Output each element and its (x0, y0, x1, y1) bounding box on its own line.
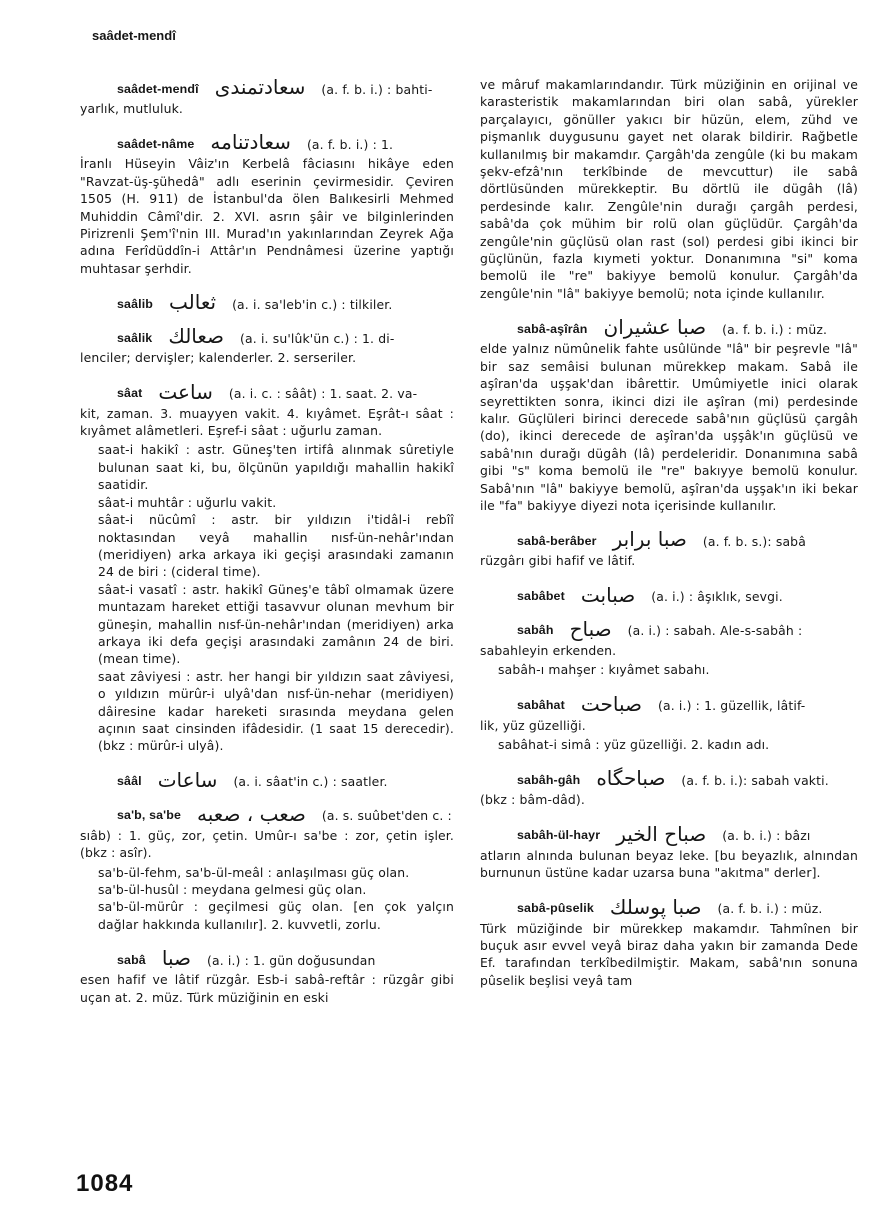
arabic-script-headword: صبا برابر (612, 527, 687, 552)
grammar-and-definition: (a. i. sâat'in c.) : saatler. (233, 774, 388, 790)
arabic-script-headword: سعادتنامه (210, 130, 291, 155)
definition-text: sabahleyin erkenden. (480, 642, 617, 658)
definition-text: sıâb) : 1. güç, zor, çetin. Umûr-ı sa'be : zor, çetin işler. (bkz : asîr). (80, 827, 454, 861)
sub-entry: saat zâviyesi : astr. her hangi bir yıldızın saat zâviyesi, o yıldızın mürûr-i ulyâ'dan nısf-ün-nehar (meridiyen) dâiresine kadar hareketi sırasında meydana gelen açının saat cinsinden ifâdesidir. (1 saat 15 derecedir). (bkz : mürûr-i ulyâ). (98, 668, 454, 754)
headword: sabâbet (517, 589, 565, 604)
grammar-and-definition: (a. f. b. s.): sabâ (702, 533, 806, 549)
sub-entry: sâat-i muhtâr : uğurlu vakit. (98, 494, 277, 510)
headword-line (80, 947, 454, 969)
grammar-and-definition: (a. f. b. i.): sabah vakti. (681, 772, 829, 788)
headword: saâlik (117, 330, 153, 345)
definition-text: lenciler; dervişler; kalenderler. 2. serseriler. (80, 350, 357, 366)
left-column (80, 76, 454, 1008)
headword: sabâ-berâber (517, 533, 597, 548)
sub-entry: sâat-i vasatî : astr. hakikî Güneş'e tâbî olmamak üzere muntazam hareket ettiği tasavvur olunan mevhum bir güneşin, mahallin nısf-ün-nehâr'ından (meridiyen) arka arkaya iki defa geçişi arasındaki zamânın 24 de biri. (mean time). (98, 581, 454, 667)
dictionary-entry (80, 947, 454, 969)
dictionary-entry (480, 316, 858, 338)
sub-entry: sa'b-ül-husûl : meydana gelmesi güç olan. (98, 882, 367, 897)
headword: sa'b, sa'be (117, 808, 182, 823)
headword-line (480, 896, 858, 918)
grammar-and-definition: (a. i.) : sabah. Ale-s-sabâh : (627, 623, 803, 639)
grammar-and-definition: (a. s. suûbet'den c. : (321, 808, 452, 824)
headword: saâlib (117, 296, 154, 311)
arabic-script-headword: صباح الخير (616, 821, 707, 846)
dictionary-entry (480, 767, 858, 789)
headword-line (480, 618, 858, 640)
headword: sabâhat (517, 698, 565, 713)
grammar-and-definition: (a. b. i.) : bâzı (722, 828, 811, 844)
headword-line (480, 823, 858, 845)
definition-text: lik, yüz güzelliği. (480, 717, 586, 733)
headword-line (80, 803, 454, 825)
headword: saâdet-mendî (117, 81, 199, 96)
arabic-script-headword: صعالك (168, 324, 225, 349)
sub-entry: sa'b-ül-fehm, sa'b-ül-meâl : anlaşılması güç olan. (98, 864, 410, 880)
sub-entry: sabâh-ı mahşer : kıyâmet sabahı. (498, 662, 710, 678)
arabic-script-headword: ثعالب (169, 290, 217, 315)
dictionary-entry (480, 896, 858, 918)
arabic-script-headword: ساعات (157, 767, 218, 792)
arabic-script-headword: ساعت (158, 379, 213, 404)
dictionary-entry (80, 76, 454, 98)
arabic-script-headword: سعادتمندى (214, 75, 306, 99)
page-number: 1084 (76, 1170, 134, 1197)
definition-text: (bkz : bâm-dâd). (480, 792, 585, 808)
dictionary-entry (80, 769, 454, 791)
arabic-script-headword: صباحگاه (596, 766, 666, 791)
definition-text: yarlık, mutluluk. (80, 101, 183, 116)
grammar-and-definition: (a. f. b. i.) : müz. (722, 321, 828, 337)
dictionary-entry (480, 528, 858, 550)
grammar-and-definition: (a. f. b. i.) : bahti- (321, 81, 433, 97)
headword: sabâ-pûselik (517, 901, 594, 916)
grammar-and-definition: (a. i. sa'leb'in c.) : tilkiler. (232, 296, 393, 312)
arabic-script-headword: صعب ، صعبه (197, 801, 306, 826)
definition-text: ve mâruf makamlarındandır. Türk müziğinin en orijinal ve karasteristik makamlarından biri olan sabâ, yürekler parçalayıcı, gönüller yakıcı bir hüzün, elem, zühd ve pişmanlık duygusunu gayet net olarak bildirir. Rağbetle kullanılmış bir makamdır. Çargâh'da zengûle (ki bu makam şekv-efzâ'nın terkîbinde de mevcuttur) ile sabâ dörtlüsünden mürekkeptir. Bu dörtlü ile dügâh (lâ) perdesinde kalır. Zengûle'nin durağı çargâh perdesi, sabâ'da çok mühim bir rolü olan güçlüdür. Çargâh'da zengûle'nin güçlüsü olan rast (sol) perdesi gibi ikinci bir güçlünün, fazla kıymeti yoktur. Donanımına "si" koma bemolü ile "re" bakiyye bemolü konulur. Çargâh'da zengûle'nin "lâ" bakiyye bemolü; nota içinde kullanılır. (480, 77, 858, 301)
sub-entry: sa'b-ül-mürûr : geçilmesi güç olan. [en çok yalçın dağlar hakkında kullanılır]. 2. kuvvetli, zorlu. (98, 899, 454, 932)
headword-line (480, 528, 858, 550)
grammar-and-definition: (a. i. su'lûk'ün c.) : 1. di- (240, 330, 395, 346)
dictionary-entry (480, 584, 858, 606)
sub-entry: sâat-i nücûmî : astr. bir yıldızın i'tidâl-i rebîî noktasından veyâ mahallin nısf-ün-nehâr'ından (meridiyen) arka arkaya iki geçişi arasındaki zamanın 24 de biri : (cideral time). (98, 512, 454, 580)
headword: saâdet-nâme (117, 137, 195, 151)
grammar-and-definition: (a. i.) : 1. gün doğusundan (206, 952, 376, 968)
headword-line (480, 693, 858, 715)
dictionary-entry (480, 693, 858, 715)
dictionary-entry (80, 381, 454, 403)
headword-line (80, 76, 454, 98)
arabic-script-headword: صبا (161, 946, 191, 971)
dictionary-entry (480, 823, 858, 845)
headword: sabâh (517, 623, 554, 638)
dictionary-entry (80, 131, 454, 153)
definition-text: elde yalnız nümûnelik fahte usûlünde "lâ" bir peşrevle "lâ" bir saz semâisi bulunan mürekkep makam. Sabâ ile aşîran'da uşşak'dan ibârettir. Umûmiyetle inici olarak seyrettikten sonra, ikinci dizi ile aşîran (mi) perdesinde kalır. Güçlüleri birinci derecede sabâ'nın güçlüsü çargâh (do), ikinci derecede de aşîran'da uşşâk'ın güçlüsü ve sabâ'nın durağı dügâh (lâ) perdeleridir. Donanımına sabâ gibi "s" koma bemolü ile "re" bakıyye bemolü konulur. Sabâ'nın "lâ" bakiyye bemolü, aşîran'da uşşak'ın iki bekar ile "fa" bakiyye diyezi nota içerisinde kullanılır. (480, 341, 858, 513)
sub-entry: sabâhat-i simâ : yüz güzelliği. 2. kadın adı. (498, 736, 770, 752)
grammar-and-definition: (a. f. b. i.) : 1. (306, 137, 394, 152)
definition-text: atların alnında bulunan beyaz leke. [bu beyazlık, alnından burnunun üstüne kadar uzarsa buna "akıtma" derler]. (480, 847, 858, 881)
dictionary-entry (80, 803, 454, 825)
definition-text: esen hafif ve lâtif rüzgâr. Esb-i sabâ-reftâr : rüzgâr gibi uçan at. 2. müz. Türk müziğinin en eski (80, 972, 454, 1005)
grammar-and-definition: (a. i.) : âşıklık, sevgi. (651, 589, 783, 605)
right-column (480, 76, 858, 991)
dictionary-entry (80, 291, 454, 313)
arabic-script-headword: صبا پوسلك (609, 894, 702, 919)
grammar-and-definition: (a. i. c. : sâât) : 1. saat. 2. va- (228, 386, 418, 402)
headword-line (80, 381, 454, 403)
dictionary-entry (480, 618, 858, 640)
headword: sabâh-ül-hayr (517, 828, 601, 843)
arabic-script-headword: صبا عشيران (603, 315, 707, 340)
sub-entry: saat-i hakikî : astr. Güneş'ten irtifâ alınmak sûretiyle bulunan saat ki, bu, ölçünün yapıldığı mahallin hakikî saatidir. (98, 442, 454, 493)
headword-line (80, 325, 454, 347)
arabic-script-headword: صبابت (580, 582, 636, 607)
dictionary-entry (80, 325, 454, 347)
arabic-script-headword: صباحت (580, 691, 643, 716)
headword-line (80, 131, 454, 153)
headword: sâat (117, 386, 143, 401)
definition-text: İranlı Hüseyin Vâiz'ın Kerbelâ fâciasını hikâye eden "Ravzat-üş-şühedâ" adlı eserinin çevirmesidir. Çeviren 1505 (H. 911) de İstanbul'da ölen Balıkesirli Mehmed Muhiddin Câmî'dir. 2. XVI. asrın şâir ve bilginlerinden Pirizrenli Şem'î'nin III. Murad'ın yakınlarından Zeyrek Ağa adına Ferîdüddîn-i Attâr'ın Pendnâmesi üzerine yaptığı muhtasar şerhdir. (80, 156, 454, 276)
headword-line (80, 769, 454, 791)
definition-text: Türk müziğinde bir mürekkep makamdır. Tahmînen bir buçuk asır evvel veyâ biraz daha yakın bir zamanda Dede Ef. tarafından terkîbedilmiştir. Makam, sabâ'nın sonuna pûselik beşlisi veyâ tam (480, 920, 858, 988)
headword: sabâh-gâh (517, 772, 581, 787)
definition-text: kit, zaman. 3. muayyen vakit. 4. kıyâmet. Eşrât-ı sâat : kıyâmet alâmetleri. Eşref-i sâat : uğurlu zaman. (80, 405, 454, 439)
headword-line (480, 767, 858, 789)
headword: sââl (117, 774, 142, 789)
definition-text: rüzgârı gibi hafif ve lâtif. (480, 553, 636, 569)
running-head: saâdet-mendî (92, 28, 176, 43)
headword-line (480, 316, 858, 338)
headword-line (80, 291, 454, 313)
grammar-and-definition: (a. i.) : 1. güzellik, lâtif- (658, 698, 806, 714)
headword: sabâ-aşîrân (517, 321, 588, 336)
headword-line (480, 584, 858, 606)
headword: sabâ (117, 952, 146, 967)
grammar-and-definition: (a. f. b. i.) : müz. (717, 901, 823, 917)
arabic-script-headword: صباح (569, 616, 612, 641)
